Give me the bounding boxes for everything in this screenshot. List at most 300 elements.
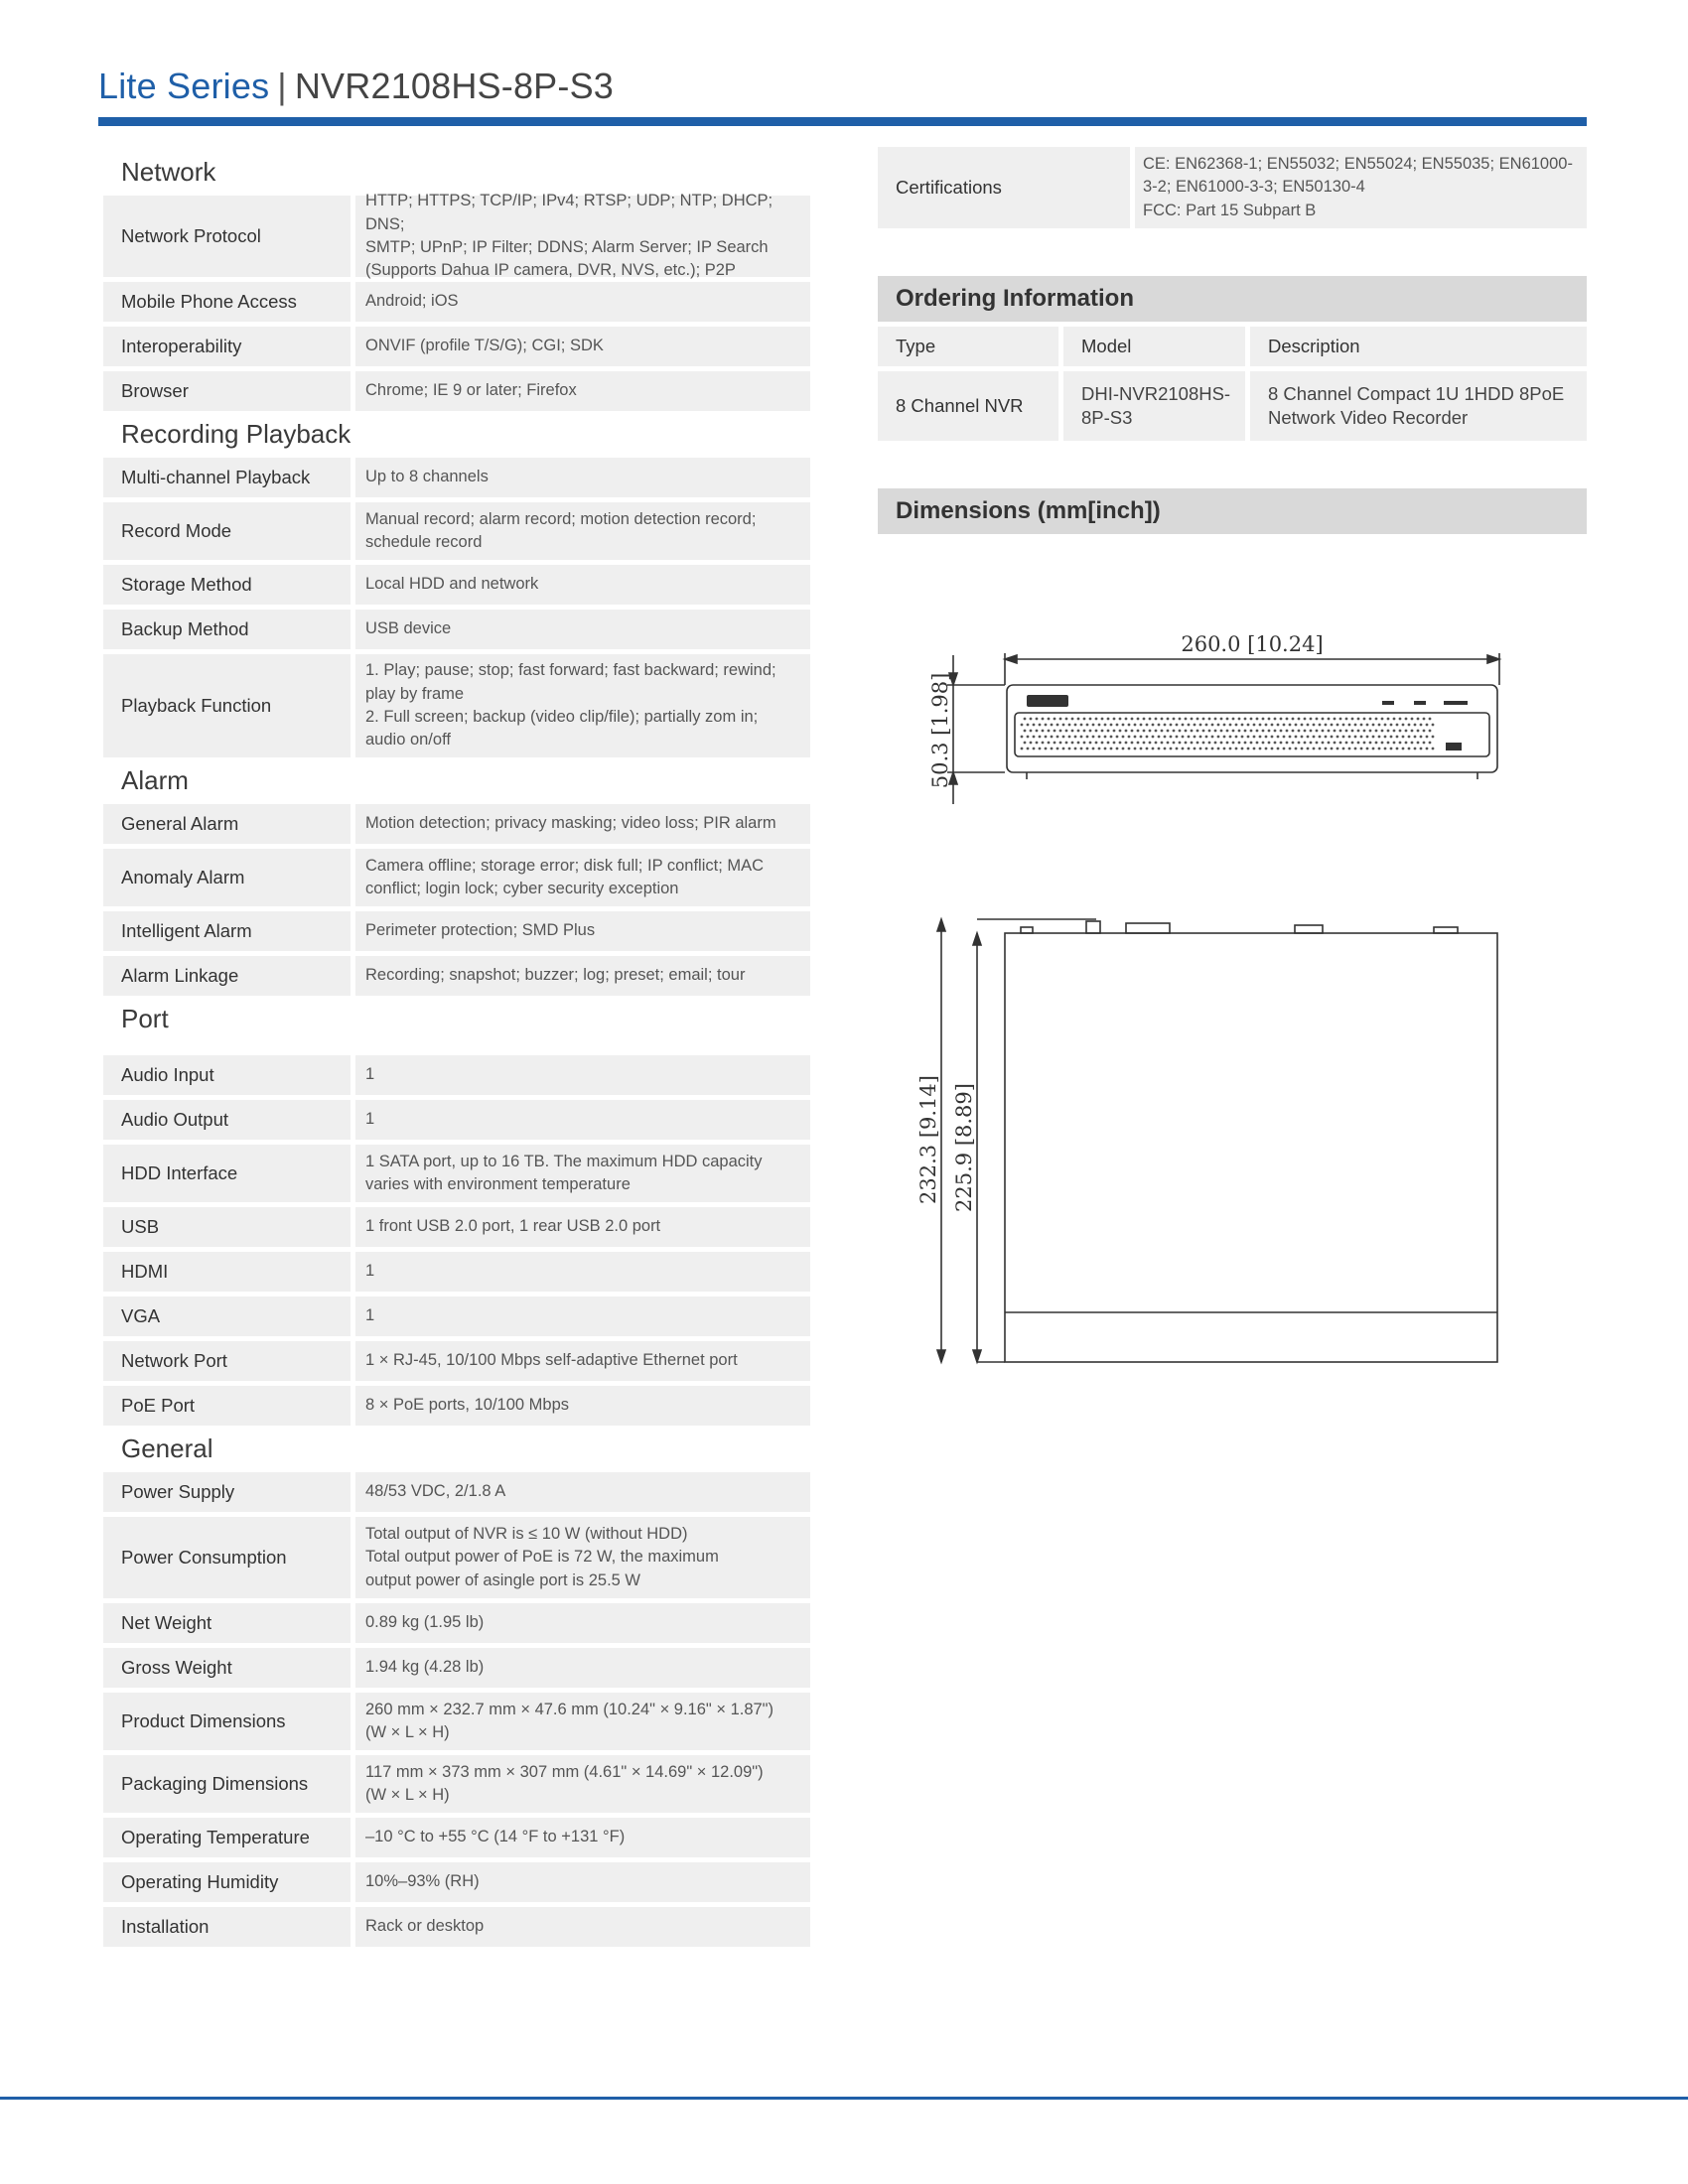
vent-hole — [1068, 748, 1071, 751]
vent-hole — [1265, 724, 1268, 727]
vent-hole — [1363, 742, 1366, 745]
vent-hole — [1244, 742, 1247, 745]
vent-hole — [1122, 724, 1125, 727]
vent-hole — [1217, 724, 1220, 727]
spec-label: Power Consumption — [103, 1517, 351, 1598]
footer-rule — [0, 2097, 1688, 2100]
vent-hole — [1080, 724, 1083, 727]
vent-hole — [1214, 718, 1217, 721]
vent-hole — [1393, 718, 1396, 721]
vent-hole — [1420, 748, 1423, 751]
ordering-header-model: Model — [1063, 327, 1245, 366]
vent-hole — [1247, 724, 1250, 727]
vent-hole — [1247, 748, 1250, 751]
vent-hole — [1298, 730, 1301, 733]
spec-value: Rack or desktop — [355, 1907, 810, 1947]
spec-row — [103, 1386, 810, 1426]
vent-hole — [1432, 748, 1435, 751]
vent-hole — [1253, 748, 1256, 751]
vent-hole — [1232, 718, 1235, 721]
vent-hole — [1238, 730, 1241, 733]
vent-hole — [1274, 742, 1277, 745]
vent-hole — [1202, 742, 1205, 745]
vent-hole — [1080, 748, 1083, 751]
vent-hole — [1170, 724, 1173, 727]
spec-label: Alarm Linkage — [103, 956, 351, 996]
vent-hole — [1036, 718, 1039, 721]
vent-hole — [1092, 736, 1095, 739]
vent-hole — [1334, 730, 1336, 733]
spec-value: 1 × RJ-45, 10/100 Mbps self-adaptive Ethernet port — [355, 1341, 810, 1381]
vent-hole — [1101, 718, 1104, 721]
dimensions-drawing — [878, 556, 1587, 1390]
vent-hole — [1170, 736, 1173, 739]
spec-row — [103, 1907, 810, 1947]
vent-hole — [1113, 742, 1116, 745]
vent-hole — [1054, 718, 1056, 721]
vent-hole — [1083, 730, 1086, 733]
spec-value: 1 — [355, 1100, 810, 1140]
vent-hole — [1077, 730, 1080, 733]
vent-hole — [1107, 742, 1110, 745]
dimensions-svg — [878, 556, 1587, 1390]
vent-hole — [1196, 742, 1199, 745]
vent-hole — [1167, 742, 1170, 745]
vent-hole — [1065, 730, 1068, 733]
vent-hole — [1030, 718, 1033, 721]
spec-row — [103, 1648, 810, 1688]
vent-hole — [1396, 736, 1399, 739]
vent-hole — [1256, 718, 1259, 721]
section-title: General — [121, 1433, 213, 1463]
vent-hole — [1390, 736, 1393, 739]
vent-hole — [1384, 748, 1387, 751]
vent-hole — [1390, 748, 1393, 751]
vent-hole — [1316, 718, 1319, 721]
vent-hole — [1423, 718, 1426, 721]
vent-hole — [1205, 736, 1208, 739]
vent-hole — [1152, 724, 1155, 727]
vent-hole — [1134, 748, 1137, 751]
vent-hole — [1208, 718, 1211, 721]
vent-hole — [1345, 730, 1348, 733]
vent-hole — [1336, 748, 1339, 751]
vent-hole — [1283, 736, 1286, 739]
spec-value: Manual record; alarm record; motion detection record; schedule record — [355, 502, 810, 560]
vent-hole — [1161, 718, 1164, 721]
vent-hole — [1143, 718, 1146, 721]
vent-hole — [1158, 748, 1161, 751]
vent-hole — [1319, 736, 1322, 739]
vent-hole — [1277, 748, 1280, 751]
vent-hole — [1179, 730, 1182, 733]
vent-hole — [1161, 730, 1164, 733]
spec-row — [103, 1145, 810, 1202]
vent-hole — [1164, 724, 1167, 727]
vent-hole — [1301, 748, 1304, 751]
vent-hole — [1059, 730, 1062, 733]
spec-row — [103, 1818, 810, 1857]
vent-hole — [1414, 736, 1417, 739]
vent-hole — [1021, 736, 1024, 739]
vent-hole — [1220, 718, 1223, 721]
vent-hole — [1161, 742, 1164, 745]
vent-hole — [1074, 748, 1077, 751]
vent-hole — [1054, 742, 1056, 745]
vent-hole — [1402, 736, 1405, 739]
vent-hole — [1173, 742, 1176, 745]
vent-hole — [1083, 742, 1086, 745]
vent-hole — [1268, 742, 1271, 745]
vent-hole — [1310, 742, 1313, 745]
vent-hole — [1140, 724, 1143, 727]
vent-hole — [1036, 730, 1039, 733]
vent-hole — [1351, 718, 1354, 721]
vent-hole — [1319, 724, 1322, 727]
vent-hole — [1185, 742, 1188, 745]
vent-hole — [1039, 736, 1042, 739]
vent-hole — [1271, 724, 1274, 727]
spec-row — [103, 1252, 810, 1292]
certifications-label: Certifications — [878, 147, 1130, 228]
vent-hole — [1372, 748, 1375, 751]
vent-hole — [1265, 748, 1268, 751]
vent-hole — [1357, 718, 1360, 721]
vent-hole — [1039, 724, 1042, 727]
vent-hole — [1086, 736, 1089, 739]
vent-hole — [1065, 742, 1068, 745]
vent-hole — [1295, 748, 1298, 751]
vent-hole — [1101, 730, 1104, 733]
vent-hole — [1325, 736, 1328, 739]
vent-hole — [1283, 724, 1286, 727]
vent-hole — [1331, 736, 1334, 739]
vent-hole — [1152, 736, 1155, 739]
vent-hole — [1375, 730, 1378, 733]
vent-hole — [1214, 730, 1217, 733]
vent-hole — [1339, 742, 1342, 745]
vent-hole — [1319, 748, 1322, 751]
vent-hole — [1384, 724, 1387, 727]
section-title: Alarm — [121, 765, 189, 795]
vent-hole — [1176, 748, 1179, 751]
vent-hole — [1205, 748, 1208, 751]
vent-hole — [1381, 742, 1384, 745]
spec-value: 260 mm × 232.7 mm × 47.6 mm (10.24" × 9.16" × 1.87") (W × L × H) — [355, 1693, 810, 1750]
vent-hole — [1131, 742, 1134, 745]
vent-hole — [1217, 748, 1220, 751]
vent-pattern — [1021, 718, 1435, 751]
vent-hole — [1089, 718, 1092, 721]
vent-hole — [1092, 724, 1095, 727]
vent-hole — [1146, 736, 1149, 739]
vent-hole — [1137, 718, 1140, 721]
vent-hole — [1298, 718, 1301, 721]
vent-hole — [1232, 742, 1235, 745]
vent-hole — [1155, 742, 1158, 745]
vent-hole — [1235, 736, 1238, 739]
spec-row — [103, 1517, 810, 1598]
vent-hole — [1390, 724, 1393, 727]
spec-row — [103, 371, 810, 411]
vent-hole — [1250, 742, 1253, 745]
vent-hole — [1059, 718, 1062, 721]
vent-hole — [1164, 748, 1167, 751]
spec-value: Android; iOS — [355, 282, 810, 322]
vent-hole — [1021, 748, 1024, 751]
vent-hole — [1432, 736, 1435, 739]
vent-hole — [1182, 736, 1185, 739]
spec-label: Packaging Dimensions — [103, 1755, 351, 1813]
vent-hole — [1313, 724, 1316, 727]
vent-hole — [1074, 736, 1077, 739]
vent-hole — [1173, 718, 1176, 721]
vent-hole — [1158, 724, 1161, 727]
vent-hole — [1143, 742, 1146, 745]
header-separator: | — [277, 66, 287, 106]
spec-value: 1 SATA port, up to 16 TB. The maximum HDD capacity varies with environment temperature — [355, 1145, 810, 1202]
vent-hole — [1304, 730, 1307, 733]
vent-hole — [1325, 748, 1328, 751]
vent-hole — [1211, 748, 1214, 751]
vent-hole — [1331, 748, 1334, 751]
vent-hole — [1188, 736, 1191, 739]
vent-hole — [1280, 718, 1283, 721]
vent-hole — [1271, 736, 1274, 739]
spec-label: Power Supply — [103, 1472, 351, 1512]
vent-hole — [1086, 748, 1089, 751]
section-title: Port — [121, 1004, 169, 1033]
vent-hole — [1167, 730, 1170, 733]
vent-hole — [1220, 730, 1223, 733]
vent-hole — [1170, 748, 1173, 751]
spec-row — [103, 1297, 810, 1336]
right-column — [878, 147, 1587, 534]
vent-hole — [1128, 736, 1131, 739]
vent-hole — [1226, 718, 1229, 721]
certifications-row — [878, 147, 1587, 228]
vent-hole — [1220, 742, 1223, 745]
vent-hole — [1322, 718, 1325, 721]
vent-hole — [1042, 718, 1045, 721]
vent-hole — [1155, 718, 1158, 721]
vent-hole — [1202, 730, 1205, 733]
vent-hole — [1125, 718, 1128, 721]
vent-hole — [1342, 736, 1345, 739]
vent-hole — [1313, 748, 1316, 751]
vent-hole — [1110, 748, 1113, 751]
vent-hole — [1164, 736, 1167, 739]
vent-hole — [1089, 742, 1092, 745]
spec-label: Operating Temperature — [103, 1818, 351, 1857]
vent-hole — [1191, 718, 1194, 721]
vent-hole — [1286, 730, 1289, 733]
vent-hole — [1125, 742, 1128, 745]
vent-hole — [1229, 736, 1232, 739]
series-name: Lite Series — [98, 66, 270, 106]
vent-hole — [1056, 748, 1059, 751]
vent-hole — [1027, 724, 1030, 727]
spec-value: Up to 8 channels — [355, 458, 810, 497]
vent-hole — [1199, 748, 1202, 751]
vent-hole — [1354, 748, 1357, 751]
vent-hole — [1348, 736, 1351, 739]
vent-hole — [1039, 748, 1042, 751]
vent-hole — [1268, 730, 1271, 733]
vent-hole — [1077, 742, 1080, 745]
vent-hole — [1235, 748, 1238, 751]
spec-row — [103, 192, 810, 280]
vent-hole — [1062, 736, 1065, 739]
vent-hole — [1360, 748, 1363, 751]
vent-hole — [1316, 742, 1319, 745]
spec-value: Local HDD and network — [355, 565, 810, 605]
vent-hole — [1345, 742, 1348, 745]
vent-hole — [1381, 718, 1384, 721]
spec-label: Multi-channel Playback — [103, 458, 351, 497]
vent-hole — [1292, 742, 1295, 745]
vent-hole — [1056, 724, 1059, 727]
spec-value: 0.89 kg (1.95 lb) — [355, 1603, 810, 1643]
vent-hole — [1149, 742, 1152, 745]
vent-hole — [1304, 718, 1307, 721]
vent-hole — [1253, 724, 1256, 727]
spec-value: 1 — [355, 1297, 810, 1336]
vent-hole — [1137, 742, 1140, 745]
vent-hole — [1426, 724, 1429, 727]
spec-value: HTTP; HTTPS; TCP/IP; IPv4; RTSP; UDP; NTP; DHCP; DNS; SMTP; UPnP; IP Filter; DDNS; Alarm Server; IP Search (Supports Dahua IP camera, DVR, NVS, etc.); P2P — [355, 196, 810, 277]
vent-hole — [1328, 718, 1331, 721]
spec-value: USB device — [355, 610, 810, 649]
vent-hole — [1140, 736, 1143, 739]
vent-hole — [1045, 724, 1048, 727]
vent-hole — [1143, 730, 1146, 733]
vent-hole — [1289, 736, 1292, 739]
ordering-title: Ordering Information — [878, 276, 1587, 322]
vent-hole — [1378, 748, 1381, 751]
vent-hole — [1250, 718, 1253, 721]
vent-hole — [1325, 724, 1328, 727]
vent-hole — [1328, 730, 1331, 733]
vent-hole — [1375, 742, 1378, 745]
vent-hole — [1405, 718, 1408, 721]
vent-hole — [1083, 718, 1086, 721]
vent-hole — [1071, 718, 1074, 721]
vent-hole — [1411, 718, 1414, 721]
spec-value: 117 mm × 373 mm × 307 mm (4.61" × 14.69" × 12.09") (W × L × H) — [355, 1755, 810, 1813]
front-view-body — [1007, 685, 1497, 772]
vent-hole — [1068, 724, 1071, 727]
vent-hole — [1369, 730, 1372, 733]
vent-hole — [1071, 730, 1074, 733]
vent-hole — [1033, 748, 1036, 751]
vent-hole — [1104, 724, 1107, 727]
vent-hole — [1062, 748, 1065, 751]
spec-value: 1. Play; pause; stop; fast forward; fast backward; rewind; play by frame 2. Full screen; backup (video clip/file); partially zom in; audio on/off — [355, 654, 810, 757]
vent-hole — [1110, 724, 1113, 727]
spec-row — [103, 956, 810, 996]
vent-hole — [1423, 730, 1426, 733]
vent-hole — [1339, 718, 1342, 721]
vent-hole — [1378, 724, 1381, 727]
vent-hole — [1068, 736, 1071, 739]
vent-hole — [1262, 730, 1265, 733]
vent-hole — [1331, 724, 1334, 727]
vent-hole — [1253, 736, 1256, 739]
vent-hole — [1307, 724, 1310, 727]
vent-hole — [1223, 748, 1226, 751]
vent-hole — [1417, 742, 1420, 745]
vent-hole — [1113, 718, 1116, 721]
vent-hole — [1095, 742, 1098, 745]
vent-hole — [1119, 718, 1122, 721]
vent-hole — [1405, 742, 1408, 745]
spec-row — [103, 282, 810, 322]
dimensions-title: Dimensions (mm[inch]) — [878, 488, 1587, 534]
vent-hole — [1185, 718, 1188, 721]
vent-hole — [1030, 730, 1033, 733]
vent-hole — [1229, 748, 1232, 751]
vent-hole — [1173, 730, 1176, 733]
vent-hole — [1429, 730, 1432, 733]
vent-hole — [1131, 718, 1134, 721]
vent-hole — [1092, 748, 1095, 751]
vent-hole — [1137, 730, 1140, 733]
vent-hole — [1408, 736, 1411, 739]
vent-hole — [1426, 748, 1429, 751]
vent-hole — [1125, 730, 1128, 733]
vent-hole — [1116, 748, 1119, 751]
vent-hole — [1420, 736, 1423, 739]
vent-hole — [1244, 730, 1247, 733]
vent-hole — [1277, 724, 1280, 727]
spec-row — [103, 849, 810, 906]
vent-hole — [1036, 742, 1039, 745]
dim-depth-outer: 232.3 [9.14] — [916, 1075, 940, 1204]
vent-hole — [1232, 730, 1235, 733]
vent-hole — [1322, 730, 1325, 733]
vent-hole — [1393, 742, 1396, 745]
vent-hole — [1238, 718, 1241, 721]
vent-hole — [1316, 730, 1319, 733]
spec-row — [103, 1862, 810, 1902]
vent-hole — [1128, 724, 1131, 727]
ordering-table — [878, 327, 1587, 441]
vent-hole — [1122, 748, 1125, 751]
vent-hole — [1194, 748, 1196, 751]
vent-hole — [1348, 724, 1351, 727]
vent-hole — [1286, 742, 1289, 745]
ordering-description: 8 Channel Compact 1U 1HDD 8PoE Network Video Recorder — [1250, 371, 1587, 441]
spec-value: 8 × PoE ports, 10/100 Mbps — [355, 1386, 810, 1426]
vent-hole — [1286, 718, 1289, 721]
vent-hole — [1045, 736, 1048, 739]
spec-label: Net Weight — [103, 1603, 351, 1643]
vent-hole — [1098, 724, 1101, 727]
spec-label: Record Mode — [103, 502, 351, 560]
vent-hole — [1432, 724, 1435, 727]
vent-hole — [1259, 748, 1262, 751]
vent-hole — [1211, 724, 1214, 727]
vent-hole — [1176, 724, 1179, 727]
vent-hole — [1071, 742, 1074, 745]
vent-hole — [1116, 736, 1119, 739]
vent-hole — [1077, 718, 1080, 721]
vent-hole — [1265, 736, 1268, 739]
vent-hole — [1280, 730, 1283, 733]
vent-hole — [1399, 718, 1402, 721]
vent-hole — [1310, 718, 1313, 721]
